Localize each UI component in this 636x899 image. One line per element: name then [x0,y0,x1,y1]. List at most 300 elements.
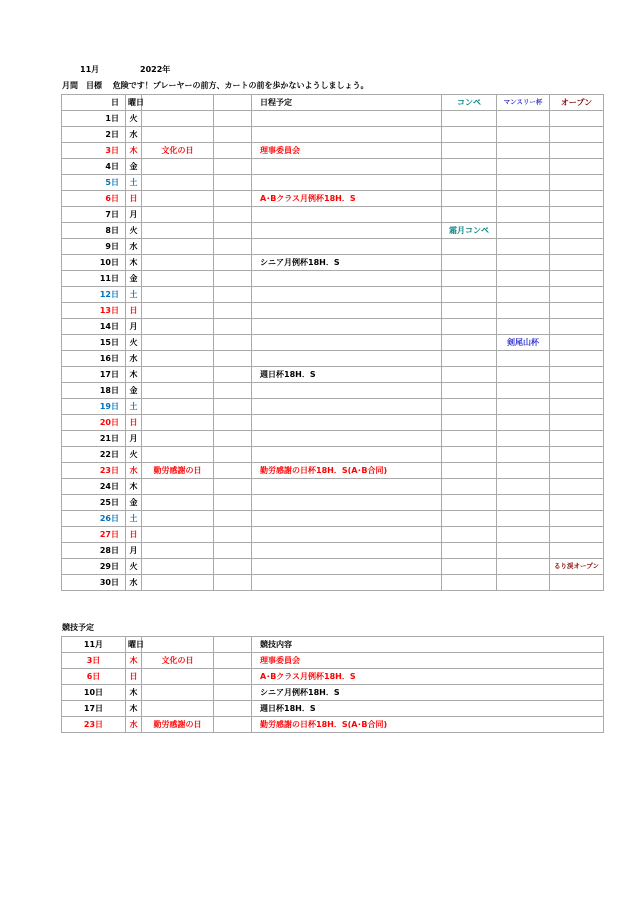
monthly-cell [497,431,550,447]
open-cell [550,463,604,479]
day-cell: 3日 [62,653,126,669]
open-cell [550,111,604,127]
competition-row [62,669,604,685]
weekday-cell: 水 [126,717,142,733]
day-cell: 6日 [62,669,126,685]
blank-cell [214,415,252,431]
schedule-row [62,543,604,559]
schedule-header-row [62,95,604,111]
weekday-cell: 水 [126,351,142,367]
schedule-table [61,94,604,591]
plan-cell [252,351,442,367]
schedule-row [62,127,604,143]
plan-cell [252,543,442,559]
weekday-cell: 金 [126,159,142,175]
compe-cell [442,367,497,383]
open-cell [550,415,604,431]
holiday-cell [142,287,214,303]
schedule-row [62,175,604,191]
monthly-cell [497,367,550,383]
schedule-row [62,495,604,511]
open-cell [550,143,604,159]
compe-cell [442,463,497,479]
col-holiday [142,95,214,111]
schedule-row [62,415,604,431]
blank-cell [214,463,252,479]
weekday-cell: 木 [126,685,142,701]
day-cell: 1日 [62,111,126,127]
monthly-cell [497,383,550,399]
open-cell [550,159,604,175]
day-cell: 4日 [62,159,126,175]
blank-cell [214,367,252,383]
content-cell: シニア月例杯18H．S [252,685,604,701]
day-cell: 21日 [62,431,126,447]
plan-cell: 勤労感謝の日杯18H．S(A･B合同) [252,463,442,479]
day-cell: 10日 [62,685,126,701]
holiday-cell [142,431,214,447]
plan-cell [252,159,442,175]
col-compe: コンペ [442,95,497,111]
monthly-goal [62,80,368,91]
plan-cell [252,527,442,543]
day-cell: 3日 [62,143,126,159]
holiday-cell [142,335,214,351]
weekday-cell: 日 [126,415,142,431]
weekday-cell: 月 [126,431,142,447]
open-cell [550,287,604,303]
holiday-cell [142,159,214,175]
weekday-cell: 木 [126,255,142,271]
plan-cell [252,207,442,223]
weekday-cell: 火 [126,335,142,351]
competition-header-row [62,637,604,653]
blank-cell [214,527,252,543]
monthly-cell [497,143,550,159]
monthly-cell [497,207,550,223]
schedule-row [62,527,604,543]
day-cell: 16日 [62,351,126,367]
month-label: 11月 [80,65,100,74]
holiday-cell [142,223,214,239]
monthly-cell [497,159,550,175]
monthly-cell [497,239,550,255]
holiday-cell [142,543,214,559]
open-cell: るり渓オープン [550,559,604,575]
monthly-cell: 剣尾山杯 [497,335,550,351]
day-cell: 15日 [62,335,126,351]
open-cell [550,383,604,399]
holiday-cell [142,415,214,431]
day-cell: 19日 [62,399,126,415]
blank-cell [214,127,252,143]
weekday-cell: 日 [126,303,142,319]
compe-cell [442,575,497,591]
holiday-cell [142,447,214,463]
monthly-cell [497,255,550,271]
blank-cell [214,207,252,223]
plan-cell [252,447,442,463]
compe-cell [442,543,497,559]
blank-cell [214,255,252,271]
holiday-cell: 文化の日 [142,653,214,669]
weekday-cell: 日 [126,669,142,685]
open-cell [550,223,604,239]
compe-cell [442,319,497,335]
monthly-cell [497,319,550,335]
holiday-cell [142,685,214,701]
day-cell: 2日 [62,127,126,143]
holiday-cell [142,383,214,399]
plan-cell [252,383,442,399]
blank-cell [214,111,252,127]
open-cell [550,351,604,367]
compe-cell [442,415,497,431]
compe-cell [442,479,497,495]
open-cell [550,271,604,287]
schedule-row [62,255,604,271]
weekday-cell: 日 [126,527,142,543]
holiday-cell: 勤労感謝の日 [142,463,214,479]
schedule-row [62,143,604,159]
compe-cell [442,111,497,127]
holiday-cell [142,207,214,223]
day-cell: 18日 [62,383,126,399]
holiday-cell [142,255,214,271]
weekday-cell: 火 [126,447,142,463]
schedule-row [62,191,604,207]
day-cell: 22日 [62,447,126,463]
monthly-cell [497,399,550,415]
monthly-cell [497,271,550,287]
plan-cell [252,479,442,495]
content-cell: 勤労感謝の日杯18H．S(A･B合同) [252,717,604,733]
open-cell [550,399,604,415]
monthly-cell [497,303,550,319]
monthly-cell [497,191,550,207]
open-cell [550,431,604,447]
holiday-cell [142,701,214,717]
holiday-cell [142,511,214,527]
competition-title: 競技予定 [62,623,94,632]
blank-cell [214,717,252,733]
content-cell: 週日杯18H．S [252,701,604,717]
weekday-cell: 火 [126,111,142,127]
monthly-cell [497,223,550,239]
open-cell [550,511,604,527]
plan-cell [252,559,442,575]
plan-cell [252,127,442,143]
monthly-cell [497,127,550,143]
schedule-row [62,383,604,399]
weekday-cell: 木 [126,701,142,717]
monthly-cell [497,351,550,367]
plan-cell [252,335,442,351]
plan-cell [252,575,442,591]
plan-cell [252,287,442,303]
weekday-cell: 金 [126,383,142,399]
weekday-cell: 土 [126,175,142,191]
compe-cell [442,383,497,399]
schedule-row [62,239,604,255]
compe-cell [442,495,497,511]
weekday-cell: 金 [126,495,142,511]
schedule-row [62,303,604,319]
schedule-row [62,111,604,127]
compe-cell [442,399,497,415]
schedule-row [62,367,604,383]
monthly-cell [497,543,550,559]
blank-cell [214,335,252,351]
competition-row [62,717,604,733]
blank-cell [214,543,252,559]
competition-row [62,653,604,669]
open-cell [550,495,604,511]
plan-cell [252,223,442,239]
open-cell [550,367,604,383]
monthly-cell [497,479,550,495]
weekday-cell: 木 [126,367,142,383]
monthly-cell [497,447,550,463]
holiday-cell [142,527,214,543]
compe-cell [442,271,497,287]
col-blank [214,95,252,111]
compe-cell [442,351,497,367]
day-cell: 20日 [62,415,126,431]
open-cell [550,127,604,143]
monthly-cell [497,415,550,431]
content-cell: A･Bクラス月例杯18H．S [252,669,604,685]
plan-cell [252,303,442,319]
holiday-cell [142,559,214,575]
weekday-cell: 火 [126,223,142,239]
compe-cell [442,431,497,447]
schedule-row [62,351,604,367]
plan-cell [252,271,442,287]
blank-cell [214,495,252,511]
competition-table [61,636,604,733]
open-cell [550,527,604,543]
weekday-cell: 土 [126,399,142,415]
schedule-row [62,287,604,303]
monthly-cell [497,463,550,479]
day-cell: 30日 [62,575,126,591]
day-cell: 6日 [62,191,126,207]
col-blank [214,637,252,653]
open-cell [550,319,604,335]
open-cell [550,543,604,559]
compe-cell [442,159,497,175]
plan-cell: シニア月例杯18H．S [252,255,442,271]
monthly-cell [497,559,550,575]
monthly-cell [497,575,550,591]
blank-cell [214,669,252,685]
open-cell [550,207,604,223]
holiday-cell [142,399,214,415]
weekday-cell: 木 [126,479,142,495]
weekday-cell: 月 [126,543,142,559]
weekday-cell: 火 [126,559,142,575]
blank-cell [214,559,252,575]
blank-cell [214,303,252,319]
blank-cell [214,575,252,591]
monthly-cell [497,175,550,191]
holiday-cell [142,111,214,127]
schedule-row [62,319,604,335]
open-cell [550,175,604,191]
open-cell [550,335,604,351]
weekday-cell: 水 [126,127,142,143]
holiday-cell [142,191,214,207]
plan-cell: 週日杯18H．S [252,367,442,383]
holiday-cell [142,495,214,511]
day-cell: 25日 [62,495,126,511]
blank-cell [214,351,252,367]
holiday-cell [142,303,214,319]
schedule-row [62,223,604,239]
col-monthly: マンスリー杯 [497,95,550,111]
schedule-row [62,271,604,287]
holiday-cell [142,319,214,335]
open-cell [550,191,604,207]
col-month: 11月 [62,637,126,653]
open-cell [550,239,604,255]
plan-cell [252,175,442,191]
weekday-cell: 木 [126,143,142,159]
schedule-row [62,399,604,415]
competition-row [62,701,604,717]
blank-cell [214,143,252,159]
day-cell: 14日 [62,319,126,335]
content-cell: 理事委員会 [252,653,604,669]
weekday-cell: 木 [126,653,142,669]
blank-cell [214,685,252,701]
blank-cell [214,191,252,207]
compe-cell [442,255,497,271]
col-content: 競技内容 [252,637,604,653]
blank-cell [214,431,252,447]
monthly-cell [497,527,550,543]
schedule-row [62,479,604,495]
weekday-cell: 水 [126,463,142,479]
day-cell: 17日 [62,367,126,383]
monthly-cell [497,287,550,303]
weekday-cell: 金 [126,271,142,287]
blank-cell [214,447,252,463]
weekday-cell: 土 [126,511,142,527]
holiday-cell [142,127,214,143]
compe-cell: 霜月コンペ [442,223,497,239]
plan-cell: 理事委員会 [252,143,442,159]
blank-cell [214,223,252,239]
blank-cell [214,399,252,415]
day-cell: 12日 [62,287,126,303]
weekday-cell: 月 [126,319,142,335]
holiday-cell [142,575,214,591]
blank-cell [214,653,252,669]
plan-cell [252,111,442,127]
holiday-cell [142,239,214,255]
holiday-cell: 勤労感謝の日 [142,717,214,733]
day-cell: 11日 [62,271,126,287]
col-holiday [142,637,214,653]
day-cell: 8日 [62,223,126,239]
day-cell: 28日 [62,543,126,559]
holiday-cell [142,479,214,495]
blank-cell [214,271,252,287]
day-cell: 29日 [62,559,126,575]
plan-cell [252,319,442,335]
holiday-cell [142,271,214,287]
plan-cell [252,415,442,431]
holiday-cell: 文化の日 [142,143,214,159]
compe-cell [442,239,497,255]
compe-cell [442,511,497,527]
competition-row [62,685,604,701]
goal-text: 危険です！プレーヤーの前方、カートの前を歩かないようしましょう。 [112,81,369,90]
schedule-row [62,559,604,575]
open-cell [550,479,604,495]
schedule-row [62,431,604,447]
day-cell: 13日 [62,303,126,319]
open-cell [550,447,604,463]
schedule-row [62,511,604,527]
day-cell: 23日 [62,717,126,733]
schedule-row [62,207,604,223]
plan-cell [252,239,442,255]
blank-cell [214,159,252,175]
compe-cell [442,127,497,143]
col-plan: 日程予定 [252,95,442,111]
day-cell: 17日 [62,701,126,717]
compe-cell [442,559,497,575]
plan-cell: A･Bクラス月例杯18H．S [252,191,442,207]
day-cell: 10日 [62,255,126,271]
blank-cell [214,175,252,191]
plan-cell [252,399,442,415]
compe-cell [442,143,497,159]
col-dow: 曜日 [126,95,142,111]
col-open: オープン [550,95,604,111]
day-cell: 9日 [62,239,126,255]
monthly-cell [497,495,550,511]
day-cell: 26日 [62,511,126,527]
plan-cell [252,495,442,511]
compe-cell [442,191,497,207]
day-cell: 24日 [62,479,126,495]
plan-cell [252,511,442,527]
col-dow: 曜日 [126,637,142,653]
monthly-cell [497,111,550,127]
open-cell [550,303,604,319]
compe-cell [442,303,497,319]
compe-cell [442,175,497,191]
compe-cell [442,527,497,543]
weekday-cell: 日 [126,191,142,207]
day-cell: 5日 [62,175,126,191]
day-cell: 7日 [62,207,126,223]
blank-cell [214,511,252,527]
schedule-row [62,447,604,463]
blank-cell [214,479,252,495]
compe-cell [442,287,497,303]
day-cell: 27日 [62,527,126,543]
compe-cell [442,335,497,351]
blank-cell [214,701,252,717]
monthly-cell [497,511,550,527]
weekday-cell: 土 [126,287,142,303]
open-cell [550,575,604,591]
